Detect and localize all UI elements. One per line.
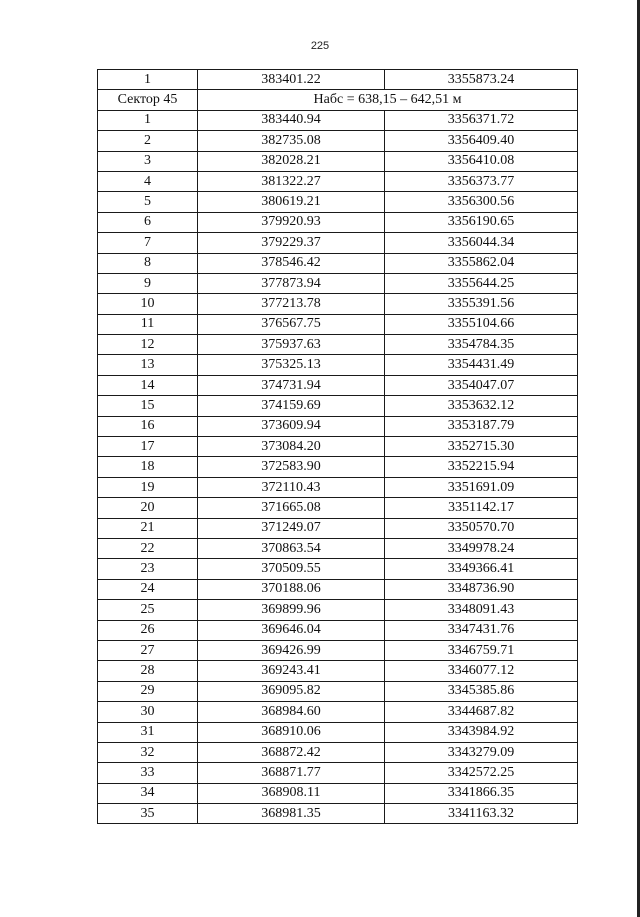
point-number: 26 bbox=[98, 620, 198, 640]
coordinates-table-body bbox=[98, 70, 578, 824]
x-coordinate: 374159.69 bbox=[198, 396, 385, 416]
point-number: 12 bbox=[98, 335, 198, 355]
y-coordinate: 3351691.09 bbox=[385, 477, 578, 497]
table-row bbox=[98, 804, 578, 824]
y-coordinate: 3347431.76 bbox=[385, 620, 578, 640]
point-number: 33 bbox=[98, 763, 198, 783]
table-row bbox=[98, 171, 578, 191]
y-coordinate: 3352215.94 bbox=[385, 457, 578, 477]
x-coordinate: 376567.75 bbox=[198, 314, 385, 334]
y-coordinate: 3353632.12 bbox=[385, 396, 578, 416]
y-coordinate: 3343984.92 bbox=[385, 722, 578, 742]
point-number: 1 bbox=[98, 110, 198, 130]
table-row bbox=[98, 233, 578, 253]
x-coordinate: 368984.60 bbox=[198, 702, 385, 722]
table-row bbox=[98, 722, 578, 742]
table-row bbox=[98, 437, 578, 457]
y-coordinate: 3351142.17 bbox=[385, 498, 578, 518]
point-number: 1 bbox=[98, 70, 198, 90]
table-row bbox=[98, 600, 578, 620]
point-number: 7 bbox=[98, 233, 198, 253]
table-row bbox=[98, 192, 578, 212]
point-number: 14 bbox=[98, 375, 198, 395]
sector-elevation: Набс = 638,15 – 642,51 м bbox=[198, 90, 578, 110]
x-coordinate: 368872.42 bbox=[198, 742, 385, 762]
point-number: 24 bbox=[98, 579, 198, 599]
x-coordinate: 369243.41 bbox=[198, 661, 385, 681]
point-number: 32 bbox=[98, 742, 198, 762]
table-row bbox=[98, 131, 578, 151]
y-coordinate: 3345385.86 bbox=[385, 681, 578, 701]
y-coordinate: 3355644.25 bbox=[385, 273, 578, 293]
point-number: 30 bbox=[98, 702, 198, 722]
table-row bbox=[98, 498, 578, 518]
point-number: 34 bbox=[98, 783, 198, 803]
x-coordinate: 370863.54 bbox=[198, 538, 385, 558]
x-coordinate: 382028.21 bbox=[198, 151, 385, 171]
point-number: 27 bbox=[98, 640, 198, 660]
point-number: 4 bbox=[98, 171, 198, 191]
x-coordinate: 377213.78 bbox=[198, 294, 385, 314]
table-row bbox=[98, 253, 578, 273]
x-coordinate: 368871.77 bbox=[198, 763, 385, 783]
point-number: 35 bbox=[98, 804, 198, 824]
table-row bbox=[98, 151, 578, 171]
x-coordinate: 369646.04 bbox=[198, 620, 385, 640]
y-coordinate: 3346759.71 bbox=[385, 640, 578, 660]
y-coordinate: 3356044.34 bbox=[385, 233, 578, 253]
x-coordinate: 369095.82 bbox=[198, 681, 385, 701]
table-row bbox=[98, 661, 578, 681]
table-row bbox=[98, 742, 578, 762]
y-coordinate: 3341866.35 bbox=[385, 783, 578, 803]
table-row bbox=[98, 294, 578, 314]
y-coordinate: 3356373.77 bbox=[385, 171, 578, 191]
y-coordinate: 3356190.65 bbox=[385, 212, 578, 232]
y-coordinate: 3346077.12 bbox=[385, 661, 578, 681]
table-row bbox=[98, 620, 578, 640]
table-row bbox=[98, 763, 578, 783]
x-coordinate: 368908.11 bbox=[198, 783, 385, 803]
sector-label: Сектор 45 bbox=[98, 90, 198, 110]
point-number: 31 bbox=[98, 722, 198, 742]
y-coordinate: 3356300.56 bbox=[385, 192, 578, 212]
point-number: 5 bbox=[98, 192, 198, 212]
y-coordinate: 3356371.72 bbox=[385, 110, 578, 130]
point-number: 11 bbox=[98, 314, 198, 334]
table-row bbox=[98, 457, 578, 477]
table-row bbox=[98, 110, 578, 130]
y-coordinate: 3354431.49 bbox=[385, 355, 578, 375]
table-row bbox=[98, 355, 578, 375]
table-row bbox=[98, 477, 578, 497]
table-row bbox=[98, 702, 578, 722]
y-coordinate: 3355391.56 bbox=[385, 294, 578, 314]
y-coordinate: 3350570.70 bbox=[385, 518, 578, 538]
point-number: 20 bbox=[98, 498, 198, 518]
x-coordinate: 375325.13 bbox=[198, 355, 385, 375]
x-coordinate: 370509.55 bbox=[198, 559, 385, 579]
y-coordinate: 3348091.43 bbox=[385, 600, 578, 620]
point-number: 21 bbox=[98, 518, 198, 538]
x-coordinate: 382735.08 bbox=[198, 131, 385, 151]
table-row bbox=[98, 375, 578, 395]
point-number: 29 bbox=[98, 681, 198, 701]
x-coordinate: 371665.08 bbox=[198, 498, 385, 518]
x-coordinate: 371249.07 bbox=[198, 518, 385, 538]
y-coordinate: 3354784.35 bbox=[385, 335, 578, 355]
x-coordinate: 373609.94 bbox=[198, 416, 385, 436]
x-coordinate: 383440.94 bbox=[198, 110, 385, 130]
y-coordinate: 3344687.82 bbox=[385, 702, 578, 722]
y-coordinate: 3341163.32 bbox=[385, 804, 578, 824]
x-coordinate: 375937.63 bbox=[198, 335, 385, 355]
table-row bbox=[98, 212, 578, 232]
y-coordinate: 3343279.09 bbox=[385, 742, 578, 762]
table-row bbox=[98, 396, 578, 416]
y-coordinate: 3354047.07 bbox=[385, 375, 578, 395]
point-number: 10 bbox=[98, 294, 198, 314]
y-coordinate: 3356409.40 bbox=[385, 131, 578, 151]
coordinates-table bbox=[97, 69, 578, 824]
x-coordinate: 368910.06 bbox=[198, 722, 385, 742]
x-coordinate: 379920.93 bbox=[198, 212, 385, 232]
point-number: 28 bbox=[98, 661, 198, 681]
table-row bbox=[98, 314, 578, 334]
table-row bbox=[98, 538, 578, 558]
point-number: 22 bbox=[98, 538, 198, 558]
y-coordinate: 3355104.66 bbox=[385, 314, 578, 334]
x-coordinate: 379229.37 bbox=[198, 233, 385, 253]
x-coordinate: 374731.94 bbox=[198, 375, 385, 395]
y-coordinate: 3352715.30 bbox=[385, 437, 578, 457]
point-number: 2 bbox=[98, 131, 198, 151]
x-coordinate: 377873.94 bbox=[198, 273, 385, 293]
x-coordinate: 378546.42 bbox=[198, 253, 385, 273]
y-coordinate: 3348736.90 bbox=[385, 579, 578, 599]
x-coordinate: 372110.43 bbox=[198, 477, 385, 497]
table-row bbox=[98, 518, 578, 538]
point-number: 25 bbox=[98, 600, 198, 620]
point-number: 3 bbox=[98, 151, 198, 171]
x-coordinate: 369426.99 bbox=[198, 640, 385, 660]
point-number: 17 bbox=[98, 437, 198, 457]
point-number: 9 bbox=[98, 273, 198, 293]
table-row bbox=[98, 335, 578, 355]
point-number: 18 bbox=[98, 457, 198, 477]
x-coordinate: 373084.20 bbox=[198, 437, 385, 457]
y-coordinate: 3355873.24 bbox=[385, 70, 578, 90]
point-number: 23 bbox=[98, 559, 198, 579]
x-coordinate: 381322.27 bbox=[198, 171, 385, 191]
x-coordinate: 383401.22 bbox=[198, 70, 385, 90]
table-row bbox=[98, 579, 578, 599]
point-number: 8 bbox=[98, 253, 198, 273]
point-number: 16 bbox=[98, 416, 198, 436]
table-row bbox=[98, 70, 578, 90]
x-coordinate: 372583.90 bbox=[198, 457, 385, 477]
x-coordinate: 380619.21 bbox=[198, 192, 385, 212]
table-row bbox=[98, 783, 578, 803]
table-row bbox=[98, 416, 578, 436]
point-number: 19 bbox=[98, 477, 198, 497]
y-coordinate: 3349366.41 bbox=[385, 559, 578, 579]
table-row bbox=[98, 640, 578, 660]
point-number: 13 bbox=[98, 355, 198, 375]
point-number: 6 bbox=[98, 212, 198, 232]
y-coordinate: 3356410.08 bbox=[385, 151, 578, 171]
y-coordinate: 3355862.04 bbox=[385, 253, 578, 273]
x-coordinate: 368981.35 bbox=[198, 804, 385, 824]
table-row bbox=[98, 273, 578, 293]
page-number: 225 bbox=[310, 40, 330, 52]
point-number: 15 bbox=[98, 396, 198, 416]
x-coordinate: 370188.06 bbox=[198, 579, 385, 599]
y-coordinate: 3349978.24 bbox=[385, 538, 578, 558]
sector-header-row bbox=[98, 90, 578, 110]
y-coordinate: 3342572.25 bbox=[385, 763, 578, 783]
x-coordinate: 369899.96 bbox=[198, 600, 385, 620]
y-coordinate: 3353187.79 bbox=[385, 416, 578, 436]
table-row bbox=[98, 559, 578, 579]
table-row bbox=[98, 681, 578, 701]
